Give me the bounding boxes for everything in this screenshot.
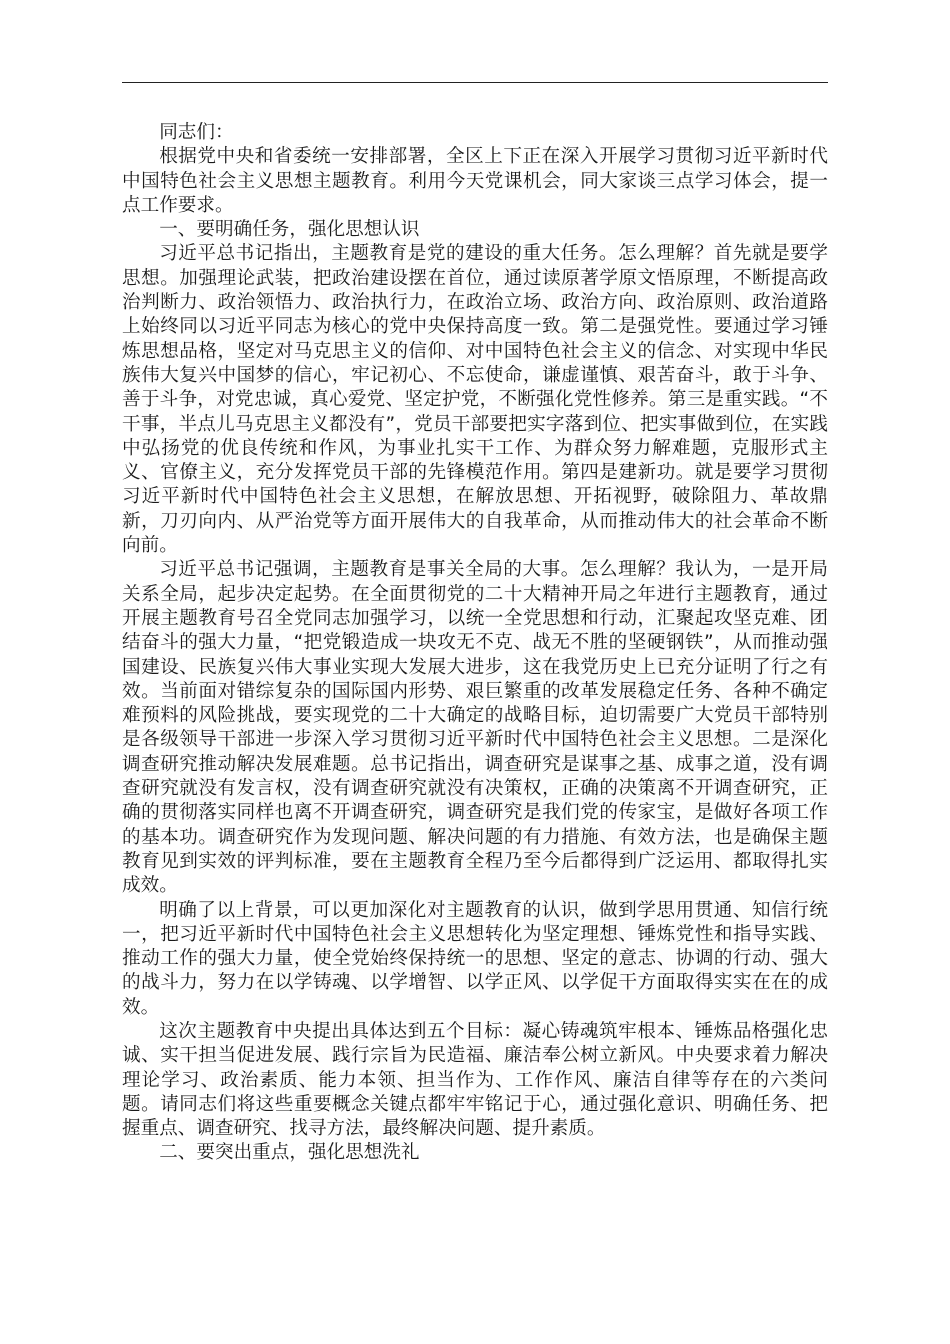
header-rule xyxy=(122,82,828,83)
paragraph-task: 习近平总书记指出，主题教育是党的建设的重大任务。怎么理解？首先就是要学思想。加强理论武装，把政治建设摆在首位，通过读原著学原文悟原理，不断提高政治判断力、政治领悟力、政治执行力，在政治立场、政治方向、政治原则、政治道路上始终同以习近平同志为核心的党中央保持高度一致。第二是强党性。要通过学习锤炼思想品格，坚定对马克思主义的信仰、对中国特色社会主义的信念、对实现中华民族伟大复兴中国梦的信心，牢记初心、不忘使命，谦虚谨慎、艰苦奋斗，敢于斗争、善于斗争，对党忠诚，真心爱党、坚定护党，不断强化党性修养。第三是重实践。“不干事，半点儿马克思主义都没有”，党员干部要把实字落到位、把实事做到位，在实践中弘扬党的优良传统和作风，为事业扎实干工作、为群众努力解难题，克服形式主义、官僚主义，充分发挥党员干部的先锋模范作用。第四是建新功。就是要学习贯彻习近平新时代中国特色社会主义思想，在解放思想、开拓视野，破除阻力、革故鼎新，刀刃向内、从严治党等方面开展伟大的自我革命，从而推动伟大的社会革命不断向前。 xyxy=(122,243,828,557)
paragraph-intro: 根据党中央和省委统一安排部署，全区上下正在深入开展学习贯彻习近平新时代中国特色社会主义思想主题教育。利用今天党课机会，同大家谈三点学习体会，提一点工作要求。 xyxy=(122,146,828,216)
section-heading-1: 一、要明确任务，强化思想认识 xyxy=(159,219,420,241)
section-heading-2: 二、要突出重点，强化思想洗礼 xyxy=(159,1142,420,1164)
document-body xyxy=(122,121,828,1166)
paragraph-goals: 这次主题教育中央提出具体达到五个目标：凝心铸魂筑牢根本、锤炼品格强化忠诚、实干担当促进发展、践行宗旨为民造福、廉洁奉公树立新风。中央要求着力解决理论学习、政治素质、能力本领、担当作为、工作作风、廉洁自律等存在的六类问题。请同志们将这些重要概念关键点都牢牢铭记于心，通过强化意识、明确任务、把握重点、调查研究、找寻方法，最终解决问题、提升素质。 xyxy=(122,1020,828,1140)
salutation: 同志们： xyxy=(159,122,234,143)
paragraph-overall: 习近平总书记强调，主题教育是事关全局的大事。怎么理解？我认为，一是开局关系全局，起步决定起势。在全面贯彻党的二十大精神开局之年进行主题教育，通过开展主题教育号召全党同志加强学习，以统一全党思想和行动，汇聚起攻坚克难、团结奋斗的强大力量，“把党锻造成一块攻无不克、战无不胜的坚硬钢铁”，从而推动强国建设、民族复兴伟大事业实现大发展大进步，这在我党历史上已充分证明了行之有效。当前面对错综复杂的国际国内形势、艰巨繁重的改革发展稳定任务、各种不确定难预料的风险挑战，要实现党的二十大确定的战略目标，迫切需要广大党员干部特别是各级领导干部进一步深入学习贯彻习近平新时代中国特色社会主义思想。二是深化调查研究推动解决发展难题。总书记指出，调查研究是谋事之基、成事之道，没有调查研究就没有发言权，没有调查研究就没有决策权，正确的决策离不开调查研究，正确的贯彻落实同样也离不开调查研究，调查研究是我们党的传家宝，是做好各项工作的基本功。调查研究作为发现问题、解决问题的有力措施、有效方法，也是确保主题教育见到实效的评判标准，要在主题教育全程乃至今后都得到广泛运用、都取得扎实成效。 xyxy=(122,559,828,897)
paragraph-background: 明确了以上背景，可以更加深化对主题教育的认识，做到学思用贯通、知信行统一，把习近平新时代中国特色社会主义思想转化为坚定理想、锤炼党性和指导实践、推动工作的强大力量，使全党始终保持统一的思想、坚定的意志、协调的行动、强大的战斗力，努力在以学铸魂、以学增智、以学正风、以学促干方面取得实实在在的成效。 xyxy=(122,899,828,1018)
